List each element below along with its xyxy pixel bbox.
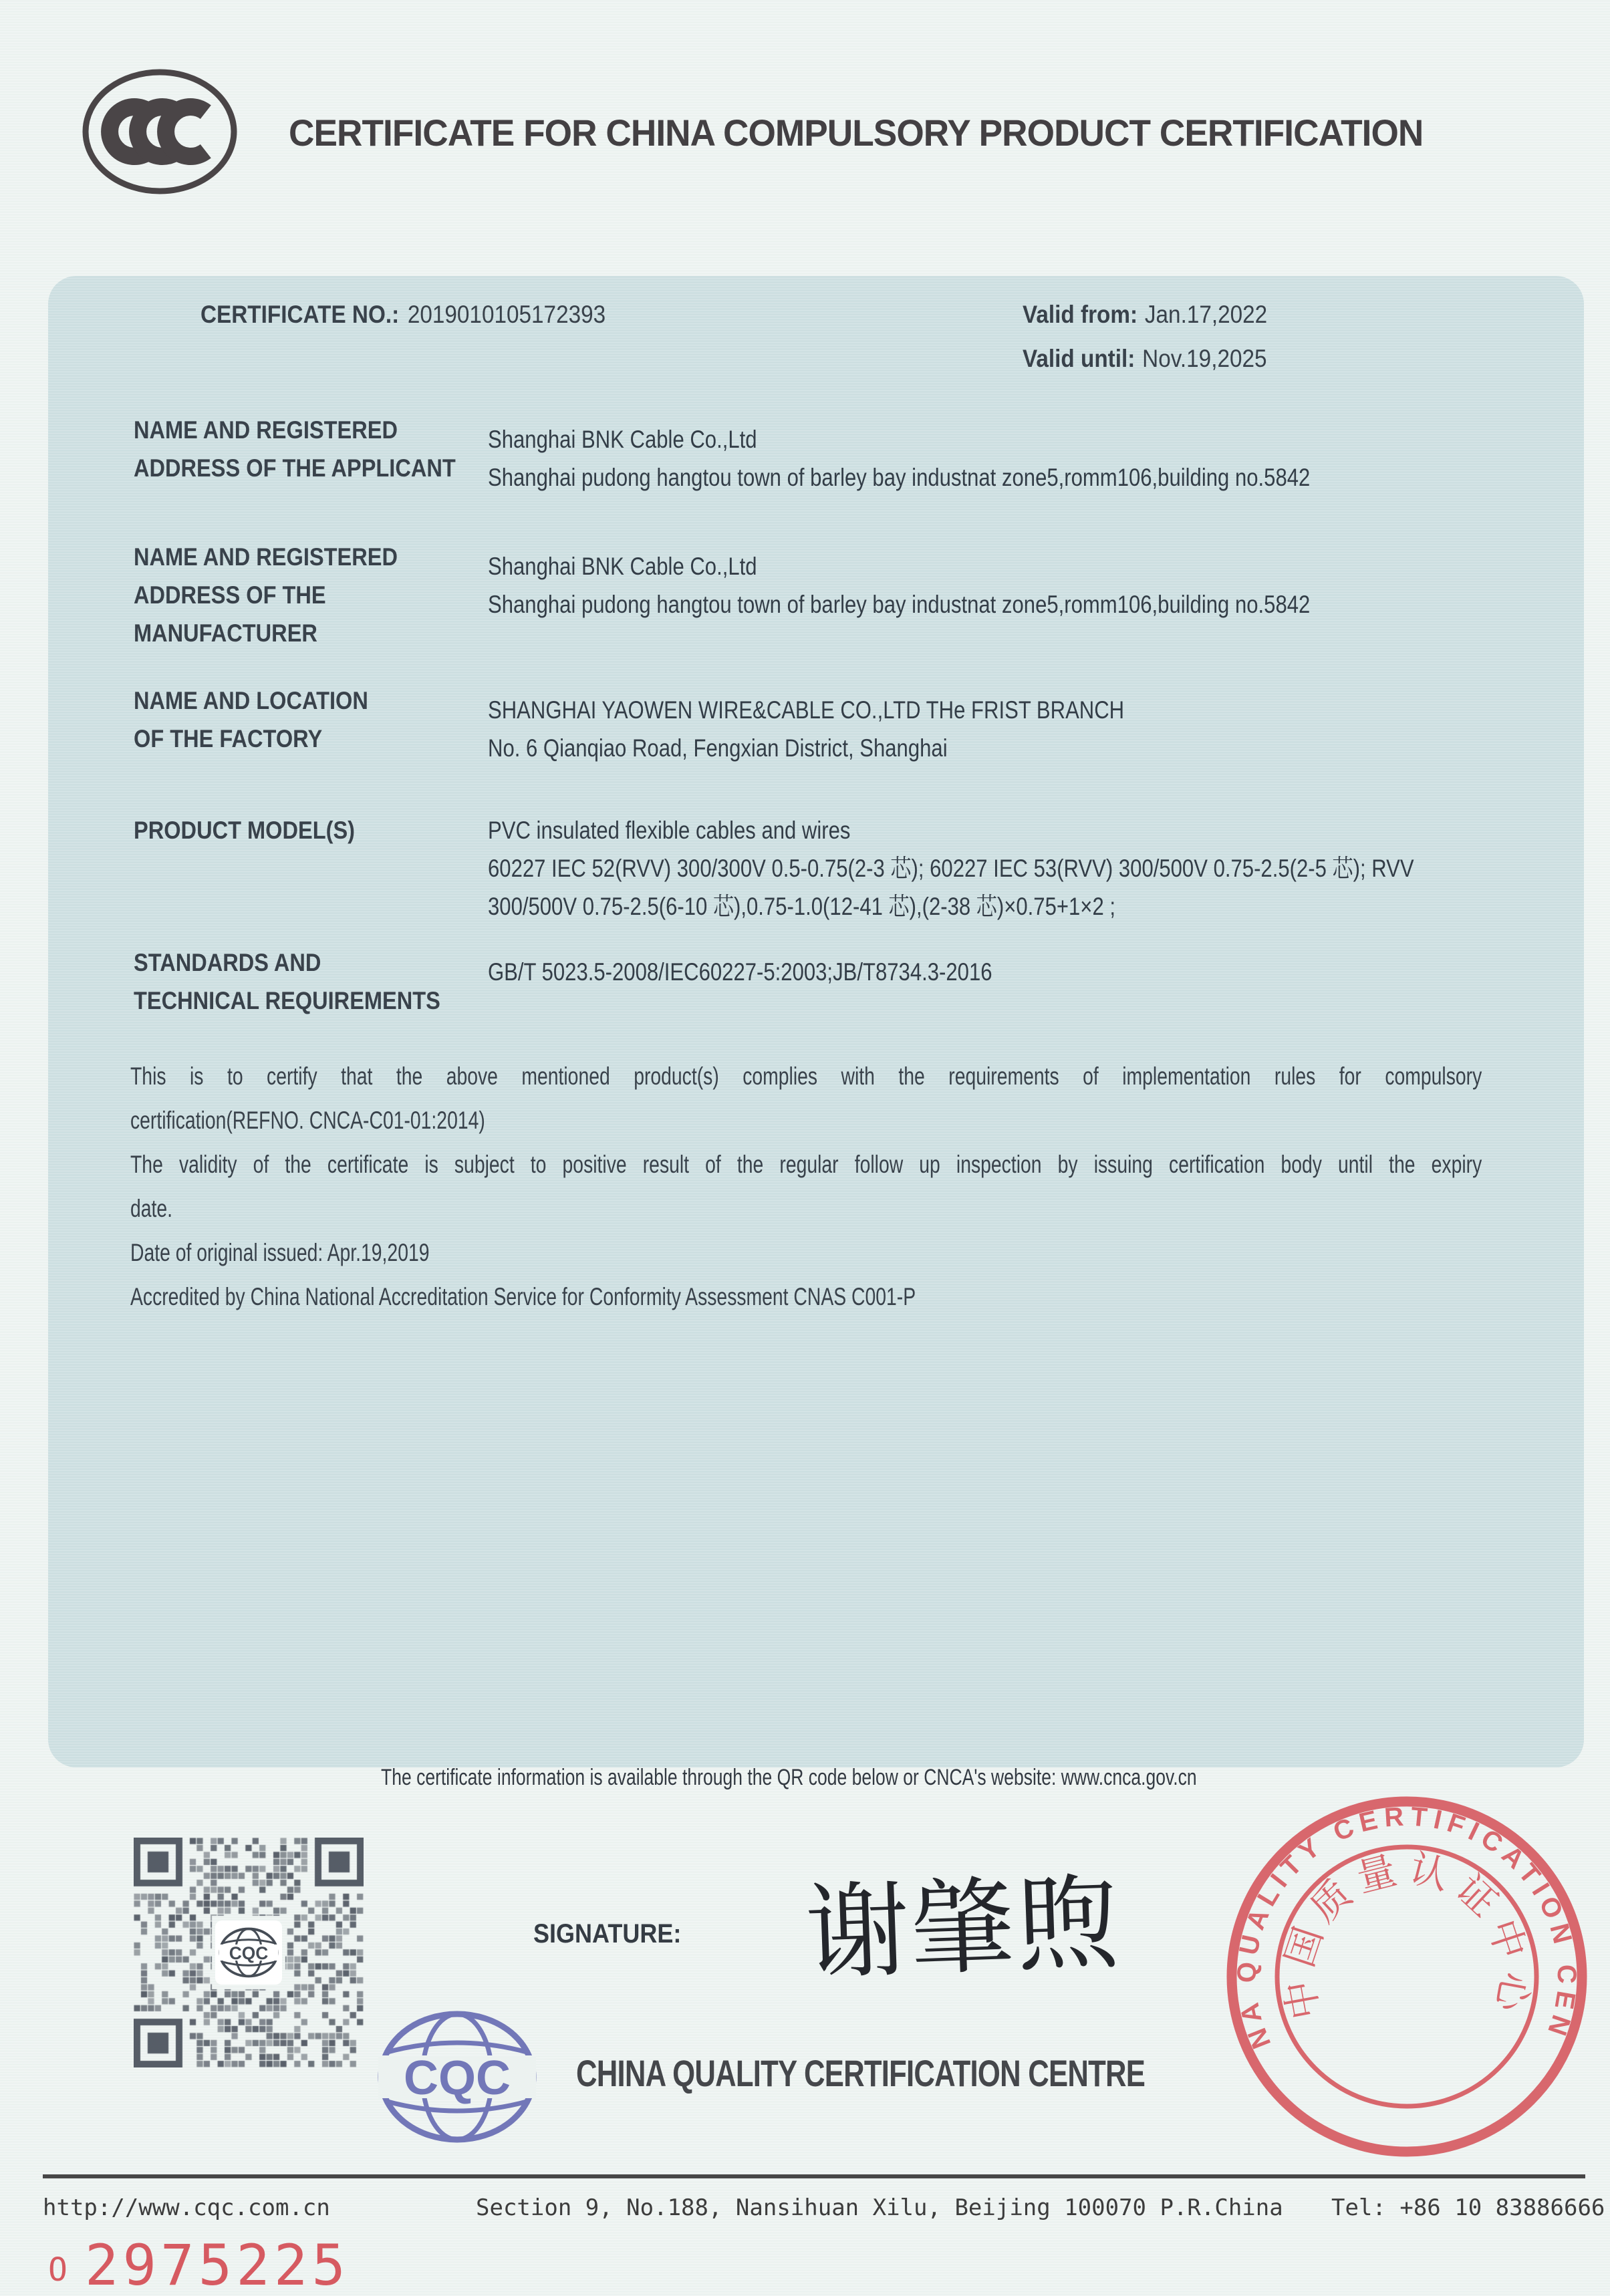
valid-until-row	[1023, 345, 1267, 373]
footer-address: Section 9, No.188, Nansihuan Xilu, Beijing 100070 P.R.China	[476, 2194, 1283, 2221]
field-value-standards: GB/T 5023.5-2008/IEC60227-5:2003;JB/T8734.3-2016	[488, 958, 992, 986]
certification-statements	[130, 1059, 1482, 1324]
ccc-logo-icon	[80, 67, 239, 196]
footer-website: http://www.cqc.com.cn	[43, 2194, 330, 2221]
field-label-factory: NAME AND LOCATION OF THE FACTORY	[134, 687, 368, 752]
field-label-product-models: PRODUCT MODEL(S)	[134, 817, 356, 844]
field-value-manufacturer: Shanghai BNK Cable Co.,Ltd Shanghai pudong hangtou town of barley bay industnat zone5,romm106,building no.5842	[488, 553, 1311, 618]
footer-telephone: Tel: +86 10 83886666	[1331, 2194, 1605, 2221]
field-label-standards: STANDARDS AND TECHNICAL REQUIREMENTS	[134, 949, 440, 1014]
field-label-applicant: NAME AND REGISTERED ADDRESS OF THE APPLICANT	[134, 416, 456, 482]
qr-center-logo	[215, 1920, 282, 1985]
statement-line: The validity of the certificate is subject to positive result of the regular follow up inspection by issuing certification body until the expiry	[130, 1151, 1482, 1178]
svg-text:CQC: CQC	[404, 2051, 511, 2105]
svg-text:CQC: CQC	[229, 1943, 269, 1963]
certificate-body-panel	[48, 276, 1584, 1767]
signature-label: SIGNATURE:	[533, 1919, 682, 1949]
valid-until-value: Nov.19,2025	[1142, 345, 1267, 372]
svg-text:CHINA QUALITY CERTIFICATION: CHINA QUALITY CERTIFICATION CENTRE	[1232, 1802, 1582, 2053]
footer-divider	[43, 2174, 1585, 2178]
cqc-globe-icon	[218, 1926, 279, 1979]
certificate-number-label: CERTIFICATE NO.:	[200, 301, 400, 328]
statement-line: date.	[130, 1195, 173, 1222]
valid-from-row	[1023, 301, 1267, 329]
statement-accreditation: Accredited by China National Accreditation Service for Conformity Assessment CNAS C001-P	[130, 1283, 916, 1310]
qr-code	[134, 1838, 364, 2067]
certificate-number-row	[200, 301, 606, 329]
field-value-factory: SHANGHAI YAOWEN WIRE&CABLE CO.,LTD THe FRIST BRANCH No. 6 Qianqiao Road, Fengxian District, Shanghai	[488, 696, 1125, 762]
valid-from-label: Valid from:	[1023, 301, 1138, 328]
valid-until-label: Valid until:	[1023, 345, 1135, 372]
qr-info-note: The certificate information is available through the QR code below or CNCA's website: www.cnca.gov.cn	[381, 1765, 1197, 1790]
page-title: CERTIFICATE FOR CHINA COMPULSORY PRODUCT CERTIFICATION	[289, 112, 1424, 154]
field-value-product-models: PVC insulated flexible cables and wires 60227 IEC 52(RVV) 300/300V 0.5-0.75(2-3 芯); 60227 IEC 53(RVV) 300/500V 0.75-2.5(2-5 芯); RVV 300/500V 0.75-2.5(6-10 芯),0.75-1.0(12-41 芯),(2-38 芯)×0.75+1×2 ;	[488, 817, 1414, 920]
field-value-applicant: Shanghai BNK Cable Co.,Ltd Shanghai pudong hangtou town of barley bay industnat zone5,romm106,building no.5842	[488, 426, 1311, 491]
issuer-name: CHINA QUALITY CERTIFICATION CENTRE	[576, 2052, 1146, 2094]
serial-number	[48, 2233, 350, 2296]
statement-line: This is to certify that the above mentioned product(s) complies with the requirements of implementation rules for compulsory	[130, 1062, 1482, 1090]
statement-date-of-issue: Date of original issued: Apr.19,2019	[130, 1239, 430, 1266]
certificate-number-value: 2019010105172393	[407, 301, 606, 328]
cqc-logo-icon	[376, 2010, 539, 2144]
red-certification-stamp	[1218, 1788, 1595, 2165]
signature-handwriting: 谢肇煦	[803, 1862, 1123, 1995]
svg-text:中国质量认证中心: 中国质量认证中心	[1276, 1846, 1538, 2023]
serial-digits: 2975225	[84, 2233, 350, 2296]
field-label-manufacturer: NAME AND REGISTERED ADDRESS OF THE MANUFACTURER	[134, 543, 398, 647]
serial-prefix: O	[48, 2251, 68, 2289]
valid-from-value: Jan.17,2022	[1144, 301, 1268, 328]
statement-line: certification(REFNO. CNCA-C01-01:2014)	[130, 1107, 485, 1134]
